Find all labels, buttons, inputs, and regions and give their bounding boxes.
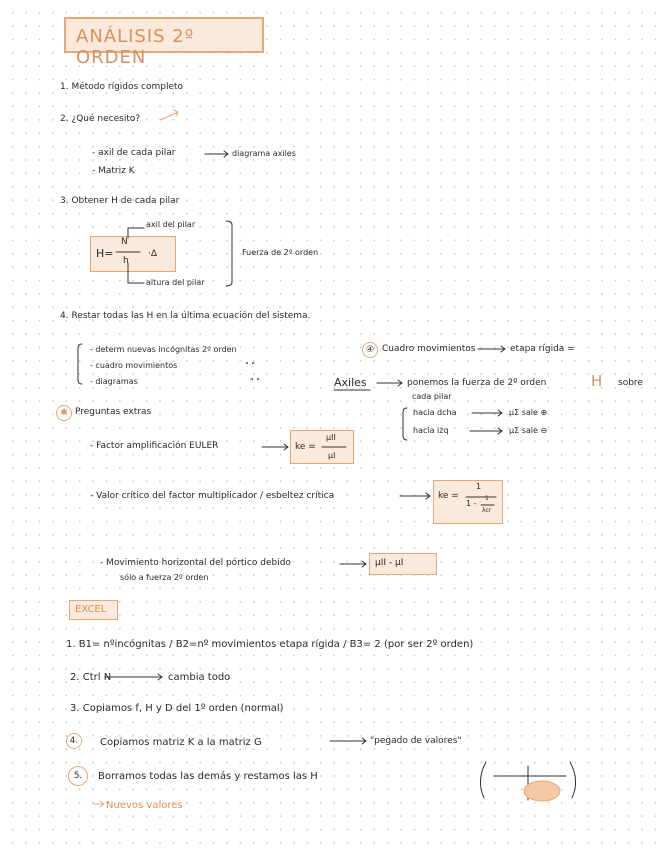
right-note-arrow-icon bbox=[478, 346, 505, 352]
axil-arrow-icon bbox=[205, 151, 228, 157]
excel-step-5-arrow-icon bbox=[93, 801, 104, 807]
question-2-k: ke = bbox=[438, 491, 459, 501]
axiles-arrow-icon bbox=[377, 380, 402, 386]
axiles-line-2: cada pilar bbox=[412, 392, 452, 401]
formula-top-label: axil del pilar bbox=[146, 220, 196, 229]
right-note: Cuadro movimientos bbox=[382, 344, 476, 354]
hacia-bracket-icon bbox=[403, 408, 407, 440]
formula-h-denominator: h bbox=[123, 256, 129, 266]
formula-bracket-icon bbox=[226, 221, 232, 286]
page-title: ANÁLISIS 2º ORDEN bbox=[76, 26, 195, 68]
formula-bottom-label: altura del pilar bbox=[146, 278, 205, 287]
step-2-item-axil: - axil de cada pilar bbox=[92, 148, 176, 158]
ditto-mark-2: " " bbox=[250, 377, 260, 386]
axiles-h: H bbox=[591, 372, 603, 390]
ditto-mark-1: " " bbox=[245, 361, 255, 370]
excel-step-4: Copiamos matriz K a la matriz G bbox=[100, 737, 262, 748]
excel-step-5-number: 5. bbox=[68, 766, 88, 786]
question-2-den-num: 1 bbox=[485, 495, 489, 502]
step-3: 3. Obtener H de cada pilar bbox=[60, 196, 180, 206]
question-1-k: ke = bbox=[295, 442, 316, 452]
right-note-circle: ④ bbox=[362, 342, 378, 358]
step-4-item-2: - cuadro movimientos bbox=[90, 361, 178, 370]
right-note-target: etapa rígida = bbox=[510, 344, 575, 354]
sketch-right-paren bbox=[570, 762, 576, 798]
question-2-den-a: 1 - bbox=[466, 499, 477, 508]
preguntas-heading: Preguntas extras bbox=[75, 407, 152, 417]
excel-heading: EXCEL bbox=[75, 604, 107, 615]
step-2: 2. ¿Qué necesito? bbox=[60, 114, 141, 124]
excel-step-2-arrow-icon bbox=[105, 674, 162, 680]
excel-step-2: 2. Ctrl N bbox=[70, 672, 112, 683]
step-4-item-3: - diagramas bbox=[90, 377, 138, 386]
axiles-label: Axiles bbox=[334, 376, 367, 389]
axiles-tail: sobre bbox=[618, 378, 643, 388]
question-1-arrow-icon bbox=[262, 444, 288, 450]
excel-step-4-arrow-icon bbox=[330, 738, 366, 744]
formula-h-displacement: ·Δ bbox=[148, 249, 158, 259]
step-2-item-axil-target: diagrama axiles bbox=[232, 149, 296, 158]
step-4-bracket-icon bbox=[78, 344, 82, 384]
excel-step-1: 1. B1= nºincógnitas / B2=nº movimientos etapa rígida / B3= 2 (por ser 2º orden) bbox=[66, 639, 474, 650]
asterisk-icon: ✱ bbox=[56, 405, 72, 421]
formula-bottom-connector bbox=[128, 263, 144, 283]
sketch-blob bbox=[524, 781, 560, 801]
question-1: - Factor amplificación EULER bbox=[90, 441, 219, 451]
step-4-item-1: - determ nuevas incógnitas 2º orden bbox=[90, 345, 237, 354]
step-2-item-matrix: - Matriz K bbox=[92, 166, 135, 176]
question-3-answer: μII - μI bbox=[375, 558, 404, 568]
excel-step-3: 3. Copiamos f, H y D del 1º orden (normal) bbox=[70, 703, 284, 714]
step-2-arrow-icon bbox=[160, 110, 178, 120]
hacia-izq-result: μΣ sale ⊖ bbox=[509, 426, 548, 435]
formula-h-numerator: N bbox=[121, 237, 128, 247]
formula-h: H= bbox=[96, 247, 114, 260]
question-3: - Movimiento horizontal del pórtico debido bbox=[100, 558, 291, 568]
hacia-dcha-arrow-icon bbox=[472, 410, 502, 416]
hacia-dcha-result: μΣ sale ⊕ bbox=[509, 408, 548, 417]
question-1-numerator: μII bbox=[326, 433, 336, 442]
hacia-dcha: hacia dcha bbox=[413, 408, 457, 417]
excel-step-5: Borramos todas las demás y restamos las H bbox=[98, 771, 318, 782]
question-2-arrow-icon bbox=[400, 493, 430, 499]
excel-step-4-target: "pegado de valores" bbox=[370, 736, 462, 746]
hacia-izq: hacia izq bbox=[413, 426, 449, 435]
sketch-left-paren bbox=[480, 762, 486, 798]
excel-step-4-number: 4. bbox=[66, 733, 82, 749]
question-2-den-den: λcr bbox=[482, 507, 492, 514]
formula-top-connector bbox=[128, 228, 144, 238]
question-3-line-2: sólo a fuerza 2º orden bbox=[120, 573, 209, 582]
question-1-denominator: μI bbox=[328, 451, 336, 460]
step-4: 4. Restar todas las H en la última ecuación del sistema. bbox=[60, 311, 311, 321]
formula-side-label: Fuerza de 2º orden bbox=[242, 248, 319, 257]
question-3-arrow-icon bbox=[340, 561, 366, 567]
question-2: - Valor crítico del factor multiplicador / esbeltez crítica bbox=[90, 491, 335, 501]
step-1: 1. Método rígidos completo bbox=[60, 82, 184, 92]
hacia-izq-arrow-icon bbox=[470, 428, 502, 434]
axiles-text: ponemos la fuerza de 2º orden bbox=[407, 378, 547, 388]
excel-step-5-result: Nuevos valores bbox=[106, 800, 183, 811]
excel-step-2-target: cambia todo bbox=[168, 672, 231, 683]
question-2-numerator: 1 bbox=[476, 482, 482, 491]
